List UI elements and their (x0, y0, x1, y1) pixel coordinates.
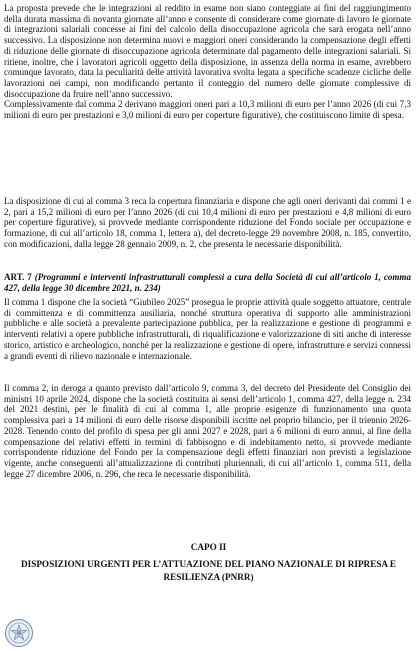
paragraph-2: Complessivamente dal comma 2 derivano maggiori oneri pari a 10,3 milioni di euro per l’anno 2026 (di cui 7,3 milioni di euro per prestazioni e 3,0 milioni di euro per coperture figurative), che costituiscono limite di spesa. (4, 99, 411, 121)
paragraph-copertura (4, 196, 411, 250)
chapter-label: CAPO II (190, 542, 227, 552)
article-title: (Programmi e interventi infrastrutturali complessi a cura della Società di cui all’articolo 1, comma 427, della legge 30 dicembre 2021, n. 234) (4, 272, 411, 293)
paragraph-comma-1 (4, 297, 411, 361)
article-heading (4, 272, 411, 293)
chapter-title: DISPOSIZIONI URGENTI PER L’ATTUAZIONE DEL PIANO NAZIONALE DI RIPRESA E RESILIENZA (PNRR) (21, 559, 396, 582)
paragraph-5: Il comma 2, in deroga a quanto previsto dall’articolo 9, comma 3, del decreto del Presidente del Consiglio dei ministri 10 aprile 2024, dispone che la società costituita ai sensi dell’articolo 1, comma 427, della legge n. 234 del 2021 destini, per le finalità di cui al comma 1, alle proprie esigenze di funzionamento una quota complessiva pari a 14 milioni di euro delle risorse disponibili iscritte nel proprio bilancio, per il triennio 2026-2028. Tenendo conto del profilo di spesa per gli anni 2027 e 2028, pari a 6 milioni di euro annui, al fine della compensazione dei relativi effetti in termini di fabbisogno e di indebitamento netto, si provvede mediante corrispondente riduzione del Fondo per la compensazione degli effetti finanziari non previsti a legislazione vigente, anche conseguenti all’attualizzazione di contributi pluriennali, di cui all’articolo 1, comma 511, della legge 27 dicembre 2006, n. 296, che reca le necessarie disponibilità. (4, 383, 411, 479)
republic-emblem-icon (4, 618, 34, 648)
article-label: ART. 7 (4, 272, 32, 282)
paragraph-comma-2 (4, 383, 411, 479)
paragraph-intro (4, 3, 411, 121)
paragraph-4: Il comma 1 dispone che la società “Giubileo 2025” prosegua le proprie attività quale soggetto attuatore, centrale di committenza e di committenza ausiliaria, nonché struttura operativa di supporto alle amministrazioni pubbliche e alle società a prevalente partecipazione pubblica, per la realizzazione e gestione di programmi e interventi relativi a opere pubbliche infrastrutturali, di riqualificazione e valorizzazione di siti anche di interesse storico, artistico e archeologico, nonché per la realizzazione e gestione di opere, infrastrutture e servizi connessi a grandi eventi di rilievo nazionale e internazionale. (4, 297, 411, 361)
paragraph-1: La proposta prevede che le integrazioni al reddito in esame non siano conteggiate ai fini del raggiungimento della durata massima di novanta giornate all’anno e consente di considerare come giornate di lavoro le giornate di integrazioni salariali concesse ai fini del calcolo della disoccupazione agricola che sarà erogata nell’anno successivo. La disposizione non determina nuovi e maggiori oneri considerando la compensazione degli effetti di riduzione delle giornate di disoccupazione agricola determinate dal pagamento delle integrazioni salariali. Si ritiene, inoltre, che i lavoratori agricoli oggetto della disposizione, in assenza della norma in esame, avrebbero comunque lavorato, data la peculiarità delle attività lavorativa svolta legata a specifiche scadenze cicliche delle lavorazioni nei campi, non modificando pertanto il conteggio del numero delle giornate complessive di disoccupazione da fruire nell’anno successivo. (4, 3, 411, 99)
paragraph-3: La disposizione di cui al comma 3 reca la copertura finanziaria e dispone che agli oneri derivanti dai commi 1 e 2, pari a 15,2 milioni di euro per l’anno 2026 (di cui 10,4 milioni di euro per prestazioni e 4,8 milioni di euro per coperture figurative), si provvede mediante corrispondente riduzione del Fondo sociale per occupazione e formazione, di cui all’articolo 18, comma 1, lettera a), del decreto-legge 29 novembre 2008, n. 185, convertito, con modificazioni, dalla legge 28 gennaio 2009, n. 2, che presenta le necessarie disponibilità. (4, 196, 411, 249)
